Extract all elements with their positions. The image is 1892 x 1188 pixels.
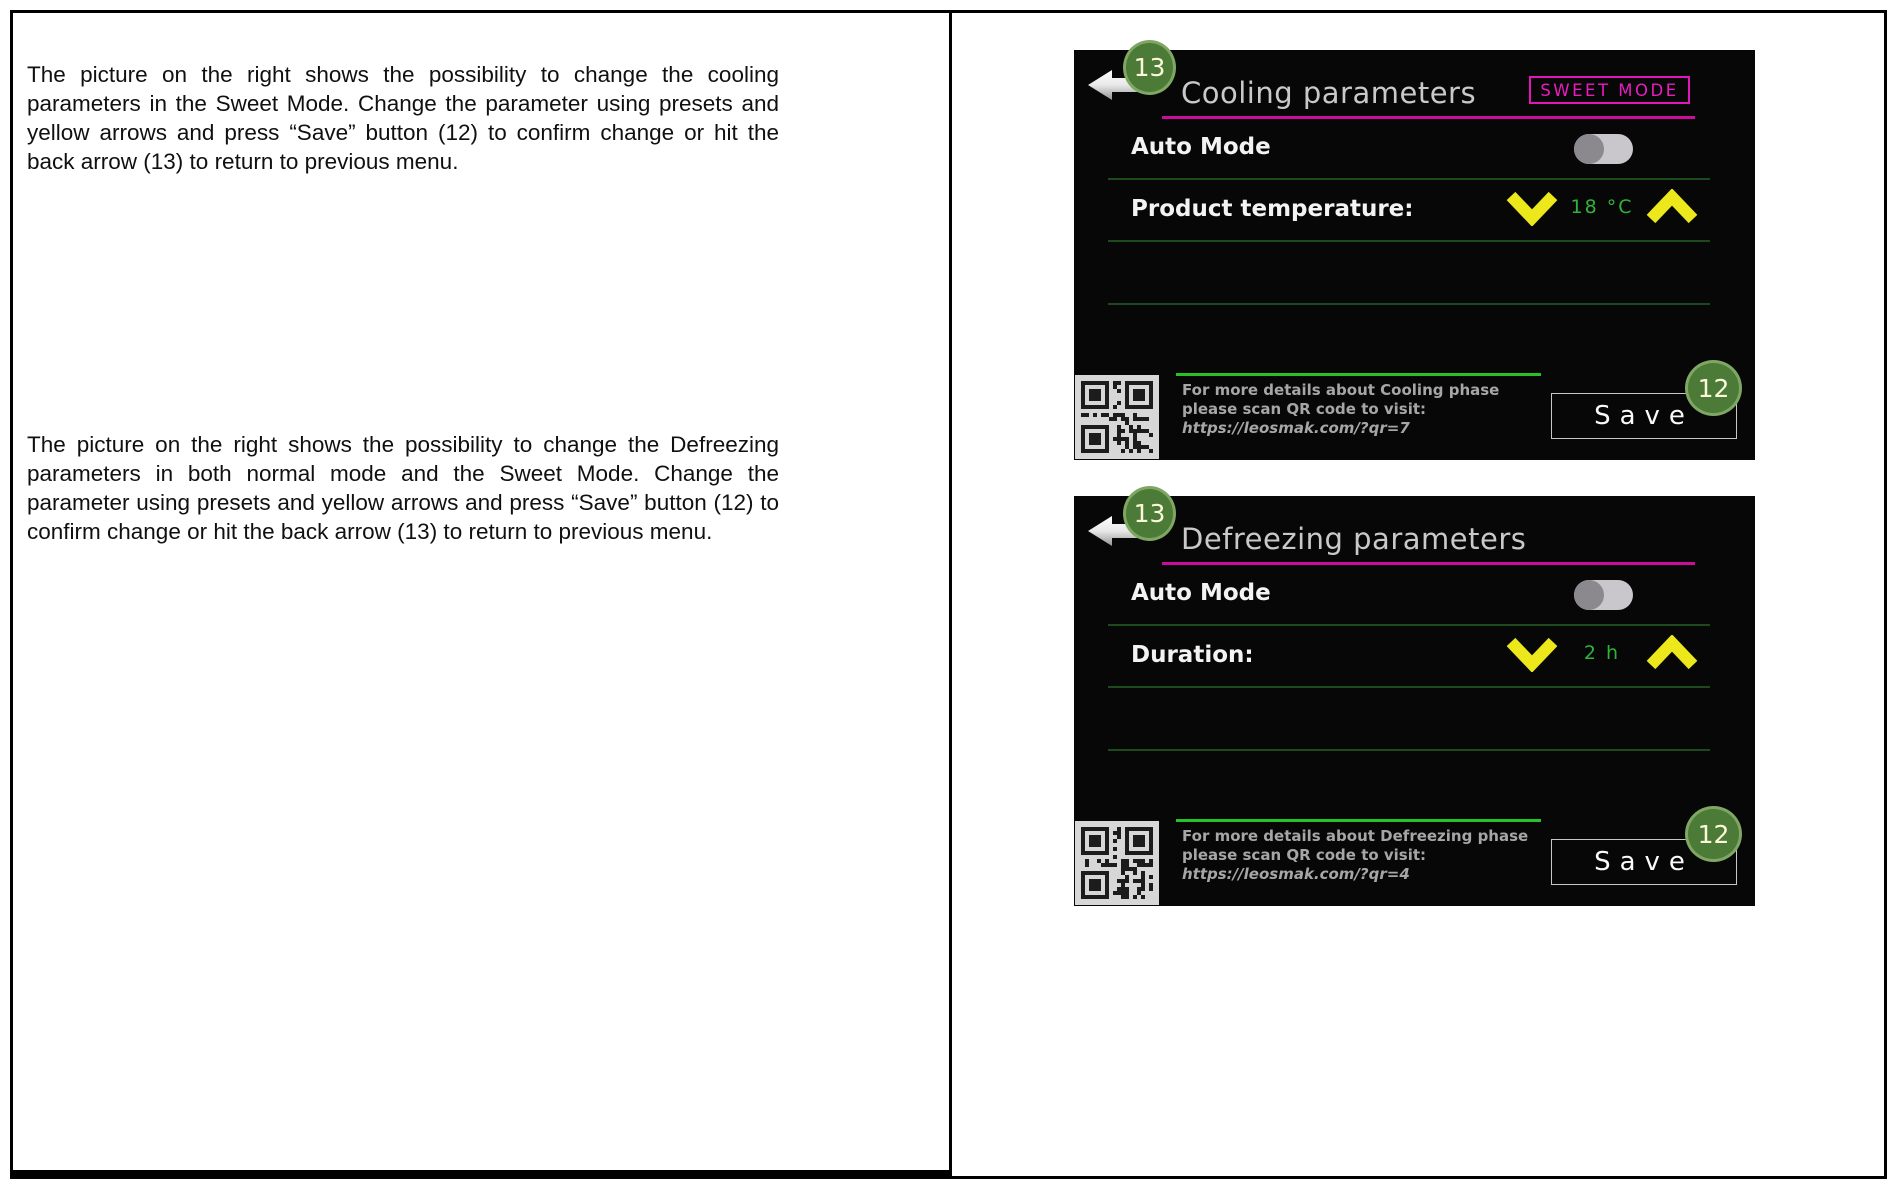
panel-title: Defreezing parameters: [1181, 522, 1527, 556]
instruction-paragraph-defreezing: The picture on the right shows the possibility to change the Defreezing parameters in both normal mode and the Sweet Mode. Change the parameter using presets and yellow arrows and press “Save” button (12) to confirm change or hit the back arrow (13) to return to previous menu.: [27, 431, 779, 544]
callout-12-badge: 12: [1685, 806, 1742, 862]
product-temperature-value: 18 °C: [1570, 196, 1634, 218]
qr-info-line1: For more details about Defreezing phase: [1182, 827, 1529, 845]
cooling-parameters-screen: [1074, 50, 1755, 460]
qr-info-text: [1182, 827, 1528, 884]
save-button[interactable]: Save: [1551, 839, 1737, 885]
separator: [1108, 624, 1710, 626]
title-underline: [1162, 562, 1695, 565]
separator: [1108, 686, 1710, 688]
column-divider: [949, 13, 952, 1176]
decrease-arrow-button[interactable]: [1506, 635, 1558, 672]
product-temperature-label: Product temperature:: [1131, 196, 1414, 222]
auto-mode-label: Auto Mode: [1131, 134, 1271, 160]
table-frame: [10, 10, 1887, 1179]
qr-url: https://leosmak.com/?qr=7: [1182, 419, 1410, 437]
auto-mode-toggle[interactable]: [1574, 580, 1633, 610]
toggle-knob: [1574, 134, 1604, 164]
auto-mode-label: Auto Mode: [1131, 580, 1271, 606]
increase-arrow-button[interactable]: [1646, 635, 1698, 672]
qr-info-line1: For more details about Cooling phase: [1182, 381, 1500, 399]
qr-url: https://leosmak.com/?qr=4: [1182, 865, 1410, 883]
separator: [1108, 178, 1710, 180]
qr-code: [1075, 375, 1159, 459]
defreezing-parameters-screen: [1074, 496, 1755, 906]
panel-title: Cooling parameters: [1181, 76, 1477, 110]
duration-value: 2 h: [1583, 642, 1621, 664]
bottom-border: [13, 1170, 952, 1176]
decrease-arrow-button[interactable]: [1506, 189, 1558, 226]
footer-divider: [1176, 819, 1541, 822]
toggle-knob: [1574, 580, 1604, 610]
callout-13-badge: 13: [1123, 40, 1176, 95]
increase-arrow-button[interactable]: [1646, 189, 1698, 226]
title-underline: [1162, 116, 1695, 119]
callout-12-badge: 12: [1685, 360, 1742, 416]
auto-mode-toggle[interactable]: [1574, 134, 1633, 164]
qr-code: [1075, 821, 1159, 905]
separator: [1108, 303, 1710, 305]
footer-divider: [1176, 373, 1541, 376]
duration-label: Duration:: [1131, 642, 1254, 668]
sweet-mode-badge: SWEET MODE: [1529, 76, 1690, 104]
instruction-paragraph-cooling: The picture on the right shows the possibility to change the cooling parameters in the Sweet Mode. Change the parameter using presets and yellow arrows and press “Save” button (12) to confirm change or hit the back arrow (13) to return to previous menu.: [27, 61, 779, 174]
qr-info-text: [1182, 381, 1499, 438]
save-button[interactable]: Save: [1551, 393, 1737, 439]
callout-13-badge: 13: [1123, 486, 1176, 541]
qr-info-line2: please scan QR code to visit:: [1182, 400, 1427, 418]
separator: [1108, 749, 1710, 751]
qr-info-line2: please scan QR code to visit:: [1182, 846, 1427, 864]
separator: [1108, 240, 1710, 242]
